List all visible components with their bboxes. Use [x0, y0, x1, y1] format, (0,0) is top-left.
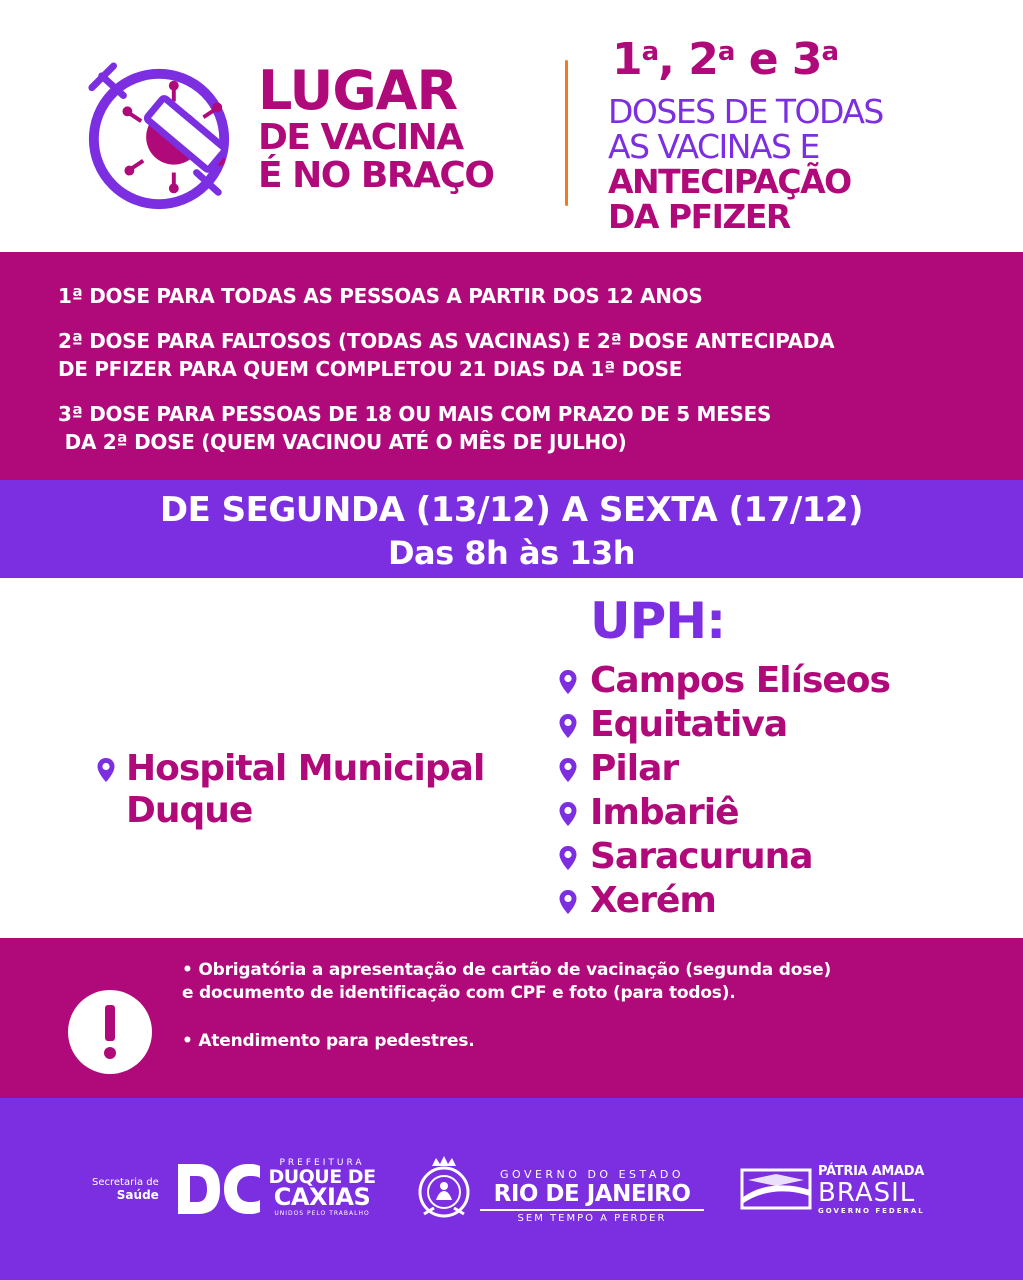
ordinal-mark: a — [821, 37, 839, 67]
secretaria-line-2: Saúde — [116, 1188, 159, 1202]
rule-third-dose — [58, 400, 771, 456]
location-pin-icon — [558, 845, 578, 871]
caxias-prefeitura: PREFEITURA — [279, 1158, 365, 1168]
dose-number-1: 1 — [612, 34, 642, 85]
footer-logos — [0, 1098, 1023, 1280]
hospital-name — [126, 748, 484, 832]
secretaria-line-1: Secretaria de — [92, 1177, 159, 1188]
ordinal-mark: a — [641, 37, 659, 67]
header — [0, 0, 1023, 252]
dose-number-2: 2 — [688, 34, 718, 85]
location-pin-icon — [558, 801, 578, 827]
uph-name: Campos Elíseos — [590, 660, 890, 701]
header-divider — [565, 60, 568, 206]
vaccination-locations — [0, 578, 1023, 938]
hospital-name-line-1: Hospital Municipal — [126, 748, 485, 789]
location-pin-icon — [558, 669, 578, 695]
notice-band — [0, 938, 1023, 1098]
syringe-virus-logo-icon — [80, 58, 238, 216]
caxias-logo-text — [268, 1158, 376, 1217]
dose-separator: e — [734, 34, 792, 85]
rule-first-dose-text: 1ª DOSE PARA TODAS AS PESSOAS A PARTIR DOS 12 ANOS — [58, 284, 703, 308]
rule-second-dose-line-1: 2ª DOSE PARA FALTOSOS (TODAS AS VACINAS) E 2ª DOSE ANTECIPADA — [58, 329, 835, 353]
uph-name: Imbariê — [590, 792, 739, 833]
location-pin-icon — [558, 757, 578, 783]
notice-requirements-line-1: • Obrigatória a apresentação de cartão de vacinação (segunda dose) — [182, 960, 832, 980]
uph-name: Pilar — [590, 748, 679, 789]
location-pin-icon — [96, 757, 116, 783]
location-pin-icon — [558, 889, 578, 915]
notice-requirements-line-2: e documento de identificação com CPF e foto (para todos). — [182, 983, 736, 1003]
logo-line-1: LUGAR — [258, 59, 458, 122]
br-governo-federal: GOVERNO FEDERAL — [818, 1207, 925, 1215]
caxias-motto: UNIDOS PELO TRABALHO — [274, 1210, 370, 1217]
notice-pedestrians: • Atendimento para pedestres. — [182, 1031, 475, 1051]
doses-title — [612, 34, 838, 85]
doses-subtitle — [608, 94, 883, 234]
subtitle-line-1: DOSES DE TODAS — [608, 92, 883, 131]
caxias-duque: DUQUE DE — [268, 1166, 376, 1188]
rio-de-janeiro-logo-text — [480, 1168, 704, 1224]
logo-line-2: DE VACINA — [258, 117, 463, 158]
campaign-logo-text — [258, 59, 494, 196]
br-brasil: BRASIL — [818, 1178, 916, 1208]
rule-third-dose-line-1: 3ª DOSE PARA PESSOAS DE 18 OU MAIS COM PRAZO DE 5 MESES — [58, 402, 772, 426]
ordinal-mark: a — [717, 37, 735, 67]
exclamation-dot — [104, 1047, 116, 1059]
uph-name: Saracuruna — [590, 836, 813, 877]
exclamation-bar — [105, 1005, 115, 1041]
schedule-days: DE SEGUNDA (13/12) A SEXTA (17/12) — [159, 490, 864, 530]
secretaria-saude-label — [92, 1176, 159, 1202]
notice-requirements — [182, 959, 831, 1005]
brasil-logo-text — [818, 1164, 925, 1215]
rj-underline — [480, 1209, 704, 1211]
rule-third-dose-line-2: DA 2ª DOSE (QUEM VACINOU ATÉ O MÊS DE JULHO) — [58, 430, 627, 454]
rj-state-name: RIO DE JANEIRO — [493, 1181, 691, 1207]
schedule-hours: Das 8h às 13h — [387, 534, 636, 572]
exclamation-alert-icon — [68, 990, 152, 1074]
schedule-band — [0, 480, 1023, 578]
dc-logo-icon — [176, 1160, 262, 1218]
rule-second-dose — [58, 327, 834, 383]
subtitle-strong-1: ANTECIPAÇÃO — [608, 162, 851, 201]
uph-name: Equitativa — [590, 704, 788, 745]
uph-name: Xerém — [590, 880, 716, 921]
rule-first-dose — [58, 282, 703, 310]
logo-line-3: É NO BRAÇO — [258, 155, 494, 196]
dose-number-3: 3 — [791, 34, 822, 85]
rj-tagline: SEM TEMPO A PERDER — [517, 1213, 667, 1224]
eligibility-rules-band — [0, 252, 1023, 480]
rj-governo-label: GOVERNO DO ESTADO — [499, 1168, 685, 1181]
hospital-name-line-2: Duque — [126, 790, 253, 831]
dose-separator: , — [658, 34, 689, 85]
location-pin-icon — [558, 713, 578, 739]
subtitle-strong-2: DA PFIZER — [608, 197, 790, 236]
subtitle-line-2: AS VACINAS E — [608, 127, 819, 166]
br-patria-amada: PÁTRIA AMADA — [818, 1164, 924, 1179]
rule-second-dose-line-2: DE PFIZER PARA QUEM COMPLETOU 21 DIAS DA 1ª DOSE — [58, 357, 683, 381]
rio-de-janeiro-crest-icon — [414, 1154, 474, 1224]
brasil-flag-icon — [740, 1164, 812, 1214]
caxias-name: CAXIAS — [273, 1183, 371, 1211]
uph-title: UPH: — [590, 592, 726, 650]
